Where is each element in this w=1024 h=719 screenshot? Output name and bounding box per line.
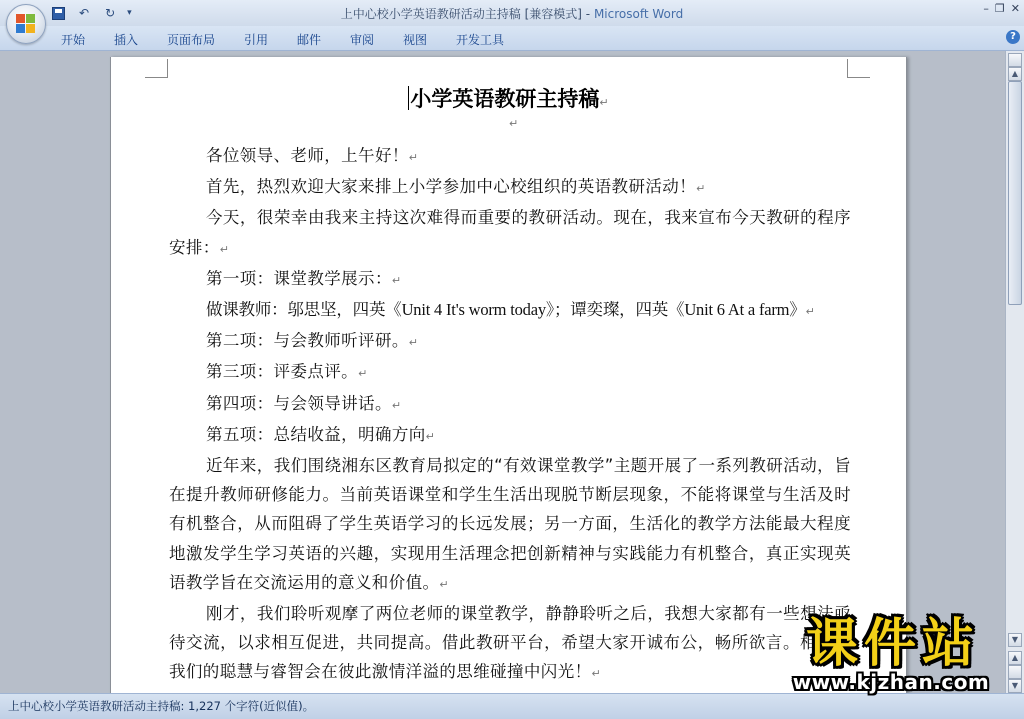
teacher-two: 》；谭奕璨，四英《 [545, 300, 685, 320]
status-bar [0, 693, 1024, 719]
paragraph [169, 203, 851, 263]
paragraph-mark: ↵ [358, 367, 368, 381]
paragraph-text: 第二项：与会教师听评研。 [205, 331, 409, 351]
paragraph-mark: ↵ [219, 242, 230, 256]
paragraph-mark: ↵ [408, 151, 419, 164]
previous-page-icon[interactable]: ▲ [1008, 651, 1022, 665]
document-page[interactable] [110, 57, 907, 693]
title-bar [0, 0, 1024, 27]
tab-mailings[interactable]: 邮件 [297, 33, 322, 47]
undo-icon[interactable]: ↶ [79, 6, 90, 20]
kjzhan-watermark [780, 614, 1010, 694]
status-word-count[interactable]: 上中心校小学英语教研活动主持稿: 1,227 个字符(近似值)。 [8, 699, 315, 713]
help-icon[interactable]: ? [1006, 30, 1020, 44]
tab-insert[interactable]: 插入 [114, 33, 139, 47]
tab-home[interactable]: 开始 [61, 33, 86, 47]
paragraph-mark: ↵ [391, 273, 402, 287]
margin-corner-top-left [145, 59, 168, 78]
window-title-separator: - [581, 7, 594, 21]
tab-review[interactable]: 审阅 [350, 33, 375, 47]
watermark-brand: 课件站 [805, 614, 980, 674]
lesson-title-two: Unit 6 At a farm [684, 300, 790, 320]
window-controls [983, 2, 1020, 15]
paragraph-text: 各位领导、老师，上午好！ [205, 146, 409, 165]
paragraph-text: 今天，很荣幸由我来主持这次难得而重要的教研活动。现在，我来宣布今天教研的程序安排： [169, 208, 851, 257]
paragraph-text: 刚才，我们聆听观摩了两位老师的课堂教学，静静聆听之后，我想大家都有一些想法亟待交流，以求相互促进，共同提高。借此教研平台，希望大家开诚布公，畅所欲言。相信，我们的聪慧与睿智会在彼此激情洋溢的思维碰撞中闪光！ [169, 604, 851, 682]
document-body [169, 141, 851, 693]
paragraph [169, 326, 851, 357]
document-workspace [0, 51, 1006, 693]
office-logo-icon [16, 14, 36, 34]
document-title-text: 小学英语教研主持稿 [410, 87, 600, 111]
vertical-scrollbar[interactable] [1005, 51, 1024, 693]
tab-view[interactable]: 视图 [403, 33, 428, 47]
lesson-title-one: Unit 4 It's worm today [401, 300, 546, 320]
window-title [0, 5, 1024, 22]
paragraph-mark: ↵ [591, 667, 602, 681]
paragraph-mark: ↵ [425, 429, 436, 443]
paragraph [169, 451, 851, 599]
document-title [111, 83, 906, 113]
paragraph-mark: ↵ [599, 96, 609, 109]
select-browse-object-icon[interactable] [1008, 665, 1022, 679]
office-button[interactable] [6, 4, 46, 44]
paragraph [169, 599, 851, 689]
teacher-one: 邬思坚，四英《 [287, 300, 402, 320]
paragraph-text: 首先，热烈欢迎大家来排上小学参加中心校组织的英语教研活动！ [205, 177, 697, 197]
scroll-down-icon[interactable]: ▼ [1008, 633, 1022, 647]
paragraph-text: 第四项：与会领导讲话。 [205, 393, 392, 413]
margin-corner-top-right [847, 59, 870, 78]
scroll-up-icon[interactable]: ▲ [1008, 67, 1022, 81]
paragraph-mark: ↵ [391, 398, 402, 412]
ribbon-tabs [0, 26, 1024, 51]
paragraph-mark: ↵ [696, 182, 706, 196]
window-title-document: 上中心校小学英语教研活动主持稿 [兼容模式] [340, 7, 582, 21]
paragraph-mark: ↵ [439, 577, 450, 591]
paragraph [169, 420, 851, 451]
watermark-url: www.kjzhan.com [792, 670, 990, 694]
teacher-line [169, 295, 851, 326]
paragraph-text: 第三项：评委点评。 [205, 362, 359, 382]
tab-developer[interactable]: 开发工具 [456, 33, 505, 47]
paragraph-text: 第五项：总结收益，明确方向 [205, 424, 426, 444]
paragraph-mark: ↵ [805, 305, 815, 319]
window-title-app: Microsoft Word [593, 7, 684, 21]
paragraph [169, 389, 851, 420]
restore-button[interactable]: ❐ [994, 2, 1005, 15]
customize-qat-icon[interactable]: ▾ [127, 8, 132, 18]
minimize-button[interactable]: – [983, 2, 989, 15]
redo-icon[interactable]: ↻ [105, 6, 116, 20]
lesson-title-close: 》 [789, 300, 806, 320]
ruler-toggle-icon[interactable] [1008, 53, 1022, 67]
next-page-icon[interactable]: ▼ [1008, 679, 1022, 693]
tab-page-layout[interactable]: 页面布局 [167, 33, 216, 47]
teacher-line-label: 做课教师： [205, 300, 288, 320]
paragraph-mark: ↵ [509, 117, 519, 130]
paragraph-text: 近年来，我们围绕湘东区教育局拟定的“有效课堂教学”主题开展了一系列教研活动，旨在提升教师研修能力。当前英语课堂和学生生活出现脱节断层现象，不能将课堂与生活及时有机整合，从而阻碍了学生英语学习的长远发展；另一方面，生活化的教学方法能最大程度地激发学生学习英语的兴趣，实现用生活理念把创新精神与实践能力有机整合，真正实现英语教学旨在交流运用的意义和价值。 [169, 456, 851, 592]
paragraph-mark: ↵ [408, 336, 419, 350]
tab-references[interactable]: 引用 [244, 33, 269, 47]
paragraph [169, 172, 851, 203]
paragraph-text: 第一项：课堂教学展示： [205, 268, 392, 288]
close-button[interactable]: ✕ [1010, 2, 1020, 15]
paragraph [169, 357, 851, 388]
scroll-thumb[interactable] [1008, 81, 1022, 305]
paragraph [169, 141, 851, 172]
paragraph [169, 264, 851, 295]
